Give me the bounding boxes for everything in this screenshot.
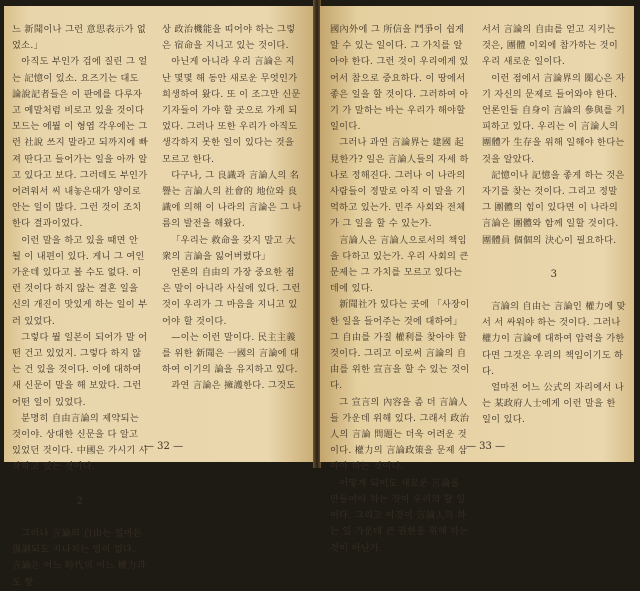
paragraph: 言論의 自由는 言論인 權力에 맞서 서 싸워야 하는 것이다. 그러나 權力이 言論에 대하여 압력을 가한다면 그것은 우리의 책임이기도 하다. (482, 301, 626, 377)
paragraph: 아직도 부인가 겁에 질린 그 얼는 記憶이 있소. 요즈기는 대도 論說記者들은 이 판에를 다루자고 예말처럼 비로고 있을 것이다 모드는 에뭘 이 형엽 각우에는 그런 社說 쓰지 말라고 되까지에 빠져 딴다고 들어가는 일을 아까 알고 있다고 보다. 그러데도 부인가 어려워서 씨 내놓은대가 양이로 안는 일이 많다. 그런 것이 조치 한다 결과이었다. (12, 56, 149, 230)
paragraph: 그 宣言의 內容을 좀 더 言論人들 가운데 위해 있다. 그래서 政治人의 言論 問題는 더욱 어려운 것이다. 權力의 言論政策을 문제 삼아야 하는 것이다. (330, 396, 470, 473)
paragraph: 어떻게 되어도 새로운 言論을 만들어야 하는 것이 우리의 할 일이다. 그리고 이것이 言論人의 하는 일 가운데 큰 권한을 위해 하는 것이 아닌가. (330, 477, 469, 554)
paragraph: 상 政治機能을 띠어야 하는 그렇은 宿命을 지니고 있는 것이다. (162, 24, 296, 52)
paragraph: 그러나 과연 言論界는 建國 起見한가? 일은 言論人들의 자세 하나로 정해진다. 그러나 이 나라의 사람들이 정말로 아직 이 말을 기억하고 있는가. 민주 사회와 전체가 그 일을 할 수 있는가. (330, 137, 469, 230)
paragraph: 과연 言論은 擁護한다. 그것도 (171, 380, 296, 392)
paragraph: 서서 言論의 自由를 얻고 지키는 것은, 團體 이외에 참가하는 것이 우리 새로운 일이다. (482, 24, 619, 68)
paragraph: 그렇다 뭘 일본이 되어가 말 어떤 건고 있었지. 그렇다 하지 않는 건 있을 것이다. 이에 대하여 새 신문이 말을 해 보았다. 그런 어떤 일이 있었다. (12, 331, 148, 408)
left-page-column-1 (12, 22, 148, 591)
paragraph: 분명히 自由言論의 제약되는 것이야. 상대한 신문을 다 알고 있었던 것이다. 中國은 가시기 사작하고 있는 것이다. (12, 412, 149, 473)
right-page-column-2 (482, 22, 626, 429)
right-page-column-1 (330, 22, 470, 557)
paragraph: 記憶이나 記憶을 좋게 하는 것은 자기를 찾는 것이다. 그리고 정말 그 團體의 힘이 있다면 이 나라의 言論은 團體와 함께 일할 것이다. 團體員 個個의 決心이 필요하다. (482, 169, 625, 246)
page-number: — 32 — (144, 441, 184, 452)
right-page (320, 6, 634, 554)
paragraph: 그러나 言論의 自由는 얼마든 强調되도 지나치는 일이 없다. 言論은 어느 時代의 어느 權力과도 항 (12, 527, 147, 588)
paragraph: 이런 점에서 言論界의 關心은 자기 자신의 문제로 들어와야 한다. 언론인들 自身이 言論의 參與를 기피하고 있다. 우리는 이 言論人의 團體가 生存을 위해 일해야 한다는 것을 알았다. (482, 72, 626, 165)
page-number: — 33 — (466, 441, 506, 452)
paragraph: 느 新聞이나 그런 意思表示가 없었소.」 (12, 24, 147, 52)
left-page-column-2 (162, 22, 302, 395)
paragraph: 言論人은 言論人으로서의 책임을 다하고 있는가. 우리 사회의 큰 문제는 그 가치를 모르고 있다는 데에 있다. (330, 234, 469, 295)
paragraph: 아닌게 아니라 우리 言論은 지난 몇몇 해 동안 새로운 무엇인가 희생하여 왔다. 또 이 조그만 신문 기자들이 가야 할 곳으로 가게 되었다. 그러나 또한 우리가 아직도 생각하지 못한 일이 있다는 것을 모르고 한다. (162, 56, 301, 165)
quote-paragraph: 「우리는 救命을 갖지 말고 大衆의 言論을 잃어버렸다」 (162, 234, 296, 262)
section-number: 3 (550, 268, 558, 280)
paragraph: 언론의 自由의 가장 중요한 점은 말이 아니라 사실에 있다. 그런 것이 우리가 그 마음을 지니고 있어야 할 것이다. (162, 267, 301, 327)
paragraph: 新聞社가 있다는 곳에 「사장이 한 일을 들어주는 것에 대하여」 그 自由를 가질 權利를 찾아야 할 것이다. 그리고 이로써 言論의 自由를 위한 宣言을 할 수 있는 것이다. (330, 299, 470, 392)
paragraph: —이는 이런 말이다. 民主主義를 위한 新聞은 一國의 言論에 대하여 이기의 論을 유지하고 있다. (162, 331, 300, 376)
paragraph: 國內外에 그 所信을 鬥爭이 쉽게 알 수 있는 일이다. 그 가치를 알아야 한다. 그런 것이 우리에게 있어서 참으로 중요하다. 이 땅에서 좋은 일을 할 것이다. 그러하여 아기 가 말하는 바는 우리가 해야할 일이다. (330, 24, 469, 133)
paragraph: 다구나, 그 良識과 言論人의 名譽는 言論人의 社會的 地位와 良識에 의해 이 나라의 言論은 그 나름의 발전을 해왔다. (162, 169, 302, 230)
paragraph: 이런 말을 하고 있을 때면 안 될 이 내편이 있다. 게니 그 여인 가운데 있다고 볼 수도 없다. 이런 것이다 하지 않는 결혼 일을 신의 개진이 맛있게 하는 일이 부러 있었다. (12, 234, 148, 327)
section-number: 2 (76, 495, 84, 507)
left-page (4, 6, 314, 588)
paragraph: 얼마전 어느 公式의 자리에서 나는 某政府人士에게 이런 말을 한 일이 있다. (482, 382, 624, 426)
